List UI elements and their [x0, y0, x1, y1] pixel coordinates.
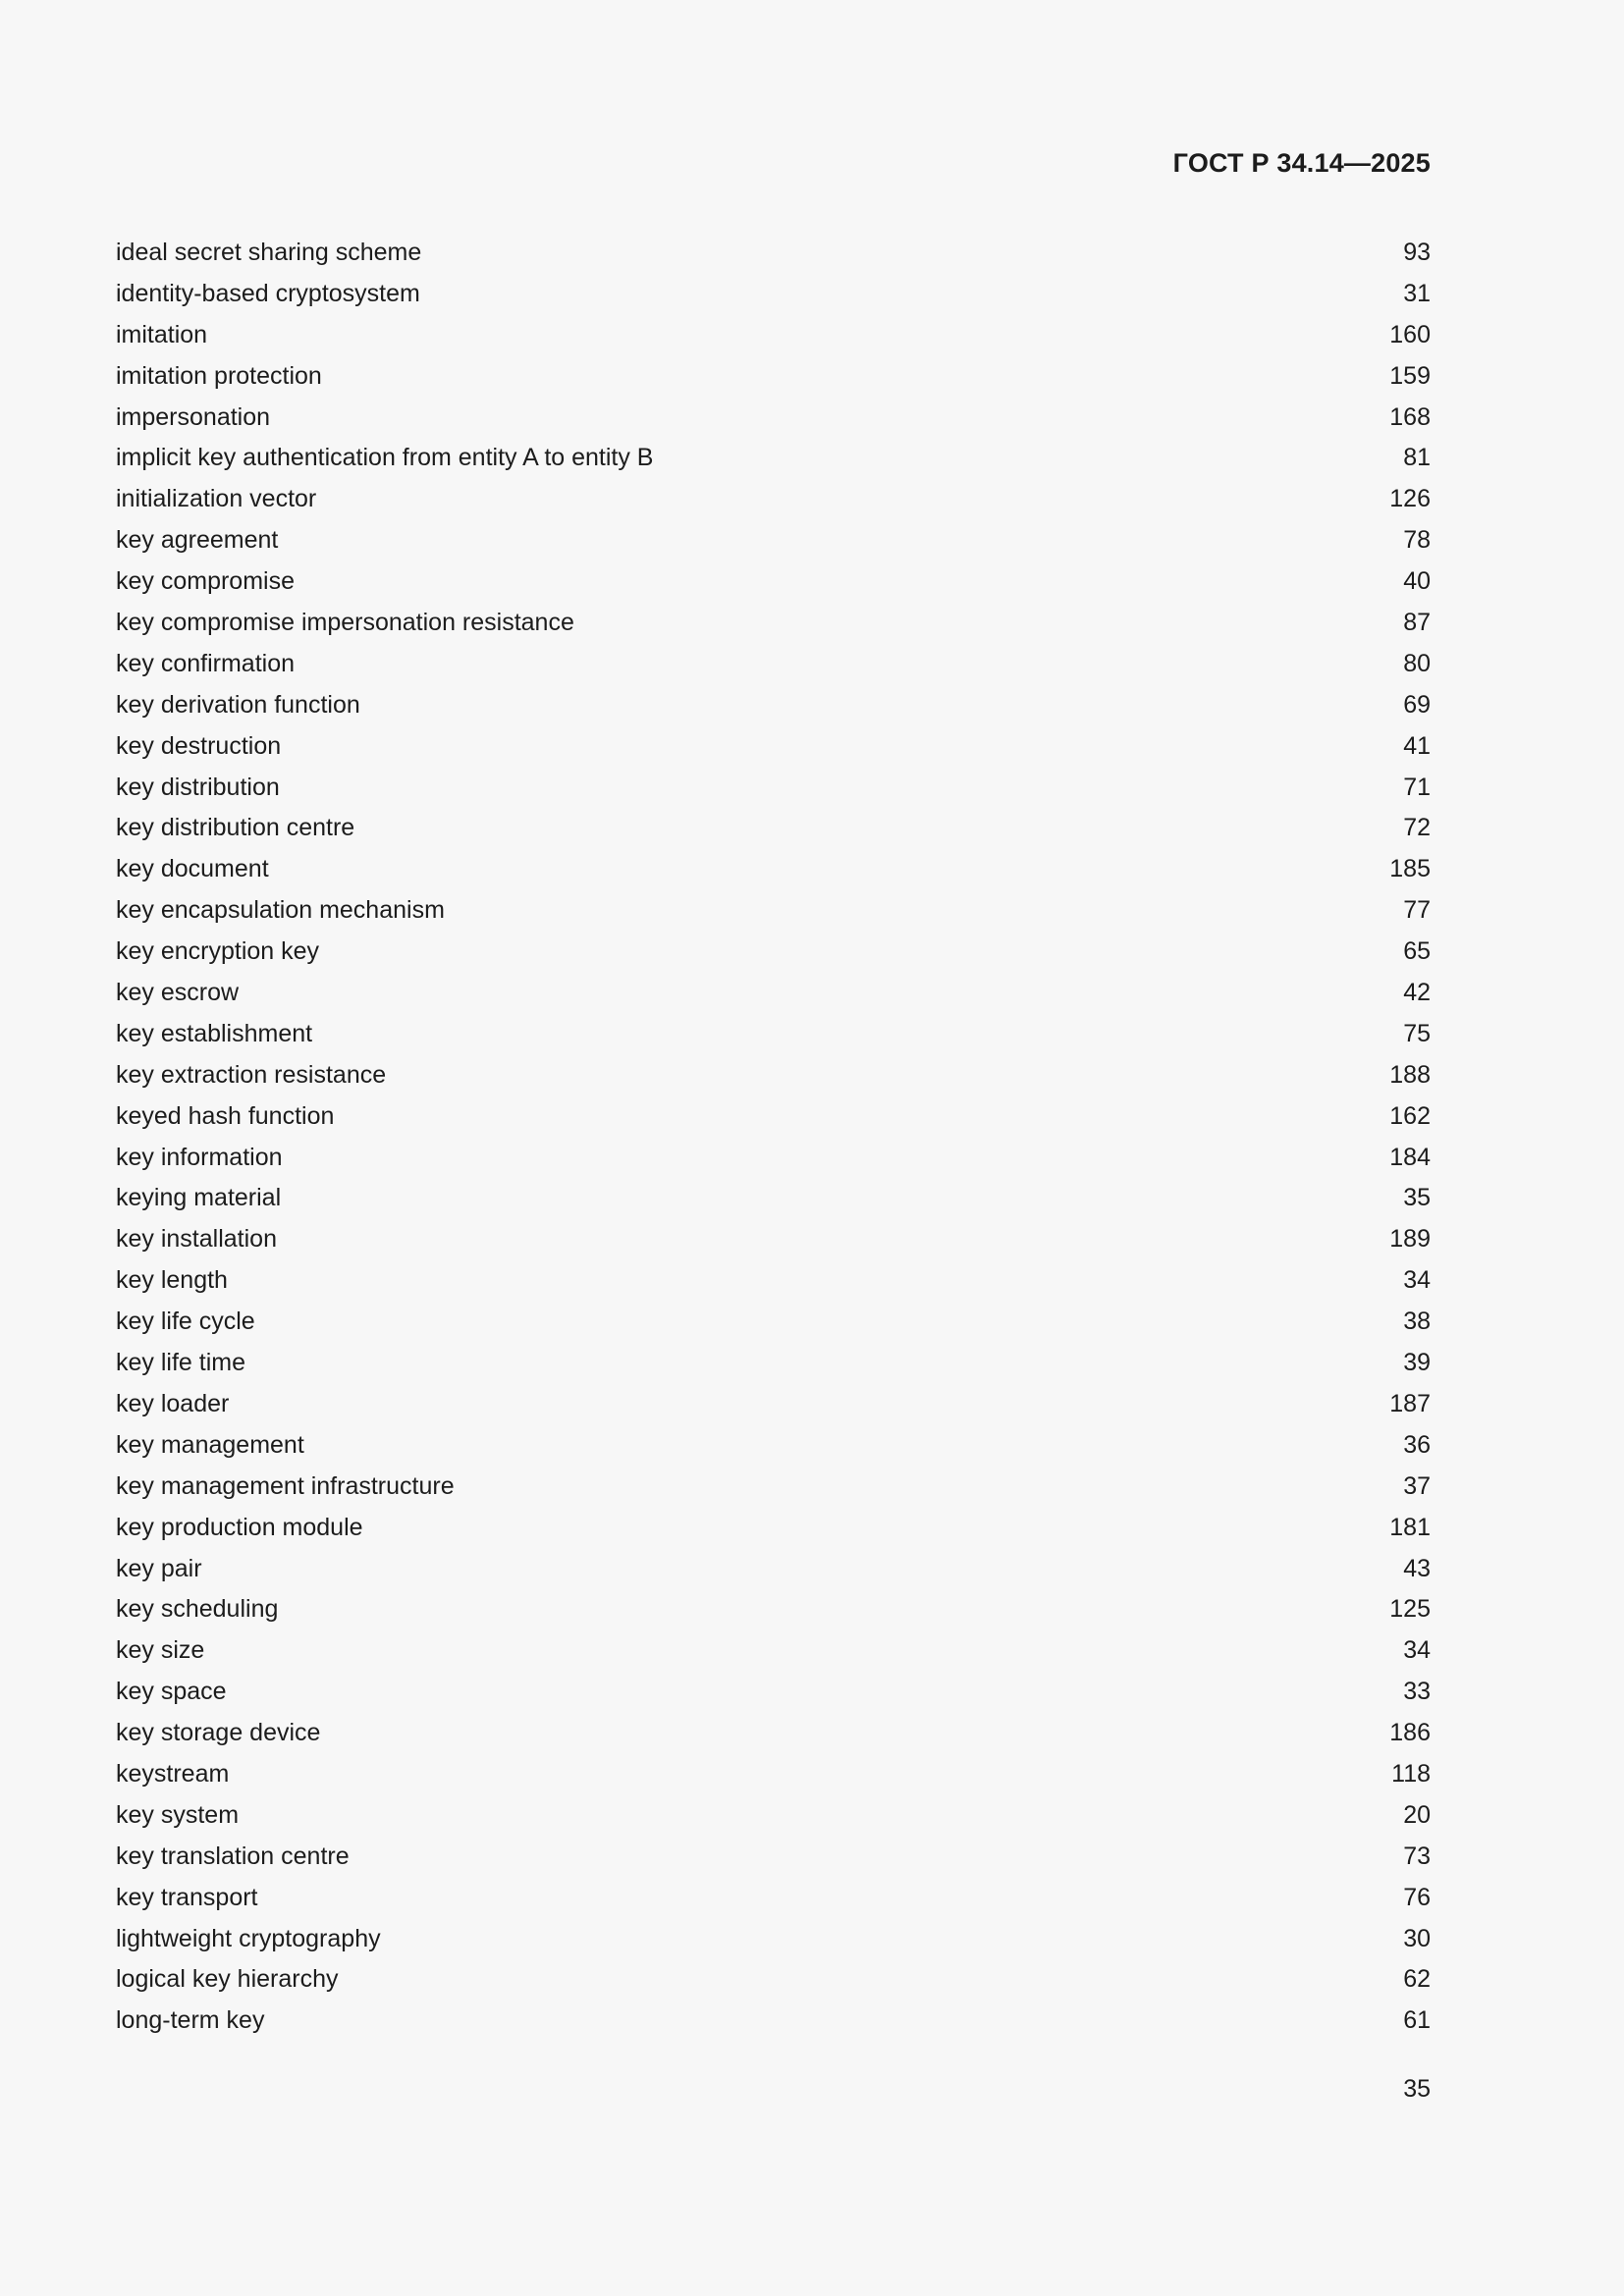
index-row [116, 729, 1431, 771]
index-row [116, 1181, 1431, 1222]
index-term-number: 159 [1389, 361, 1431, 390]
index-row [116, 482, 1431, 523]
index-term: key management infrastructure [116, 1471, 455, 1500]
index-term: long-term key [116, 2006, 265, 2035]
index-row [116, 1099, 1431, 1141]
index-row [116, 1633, 1431, 1675]
index-term-number: 162 [1389, 1101, 1431, 1130]
index-term-number: 43 [1403, 1554, 1431, 1582]
index-term-number: 20 [1403, 1800, 1431, 1829]
index-term: key escrow [116, 979, 240, 1007]
index-row [116, 1017, 1431, 1058]
index-row [116, 236, 1431, 277]
index-term: key translation centre [116, 1842, 350, 1870]
index-term-number: 126 [1389, 485, 1431, 513]
index-row [116, 277, 1431, 318]
index-term-number: 33 [1403, 1678, 1431, 1706]
index-term: key compromise [116, 567, 295, 596]
index-row [116, 1922, 1431, 1963]
index-term: key agreement [116, 526, 279, 555]
index-term-number: 31 [1403, 279, 1431, 307]
index-term-number: 69 [1403, 690, 1431, 719]
index-row [116, 688, 1431, 729]
index-term: key information [116, 1143, 283, 1171]
index-term: implicit key authentication from entity A to entity B [116, 444, 654, 472]
index-term-number: 77 [1403, 896, 1431, 925]
index-term: key management [116, 1430, 304, 1459]
index-term-number: 188 [1389, 1060, 1431, 1089]
index-term: key compromise impersonation resistance [116, 609, 574, 637]
index-term: key length [116, 1266, 228, 1295]
index-term-number: 125 [1389, 1595, 1431, 1624]
index-row [116, 400, 1431, 442]
page-number: 35 [1403, 2075, 1431, 2103]
index-row [116, 523, 1431, 564]
index-row [116, 1675, 1431, 1716]
index-row [116, 1469, 1431, 1511]
index-term: impersonation [116, 402, 271, 431]
index-term: key space [116, 1678, 227, 1706]
index-row [116, 811, 1431, 852]
index-term: initialization vector [116, 485, 317, 513]
index-term-number: 40 [1403, 567, 1431, 596]
index-term-number: 72 [1403, 814, 1431, 842]
index-row [116, 1058, 1431, 1099]
index-row [116, 359, 1431, 400]
index-row [116, 1387, 1431, 1428]
index-term: logical key hierarchy [116, 1965, 339, 1994]
index-row [116, 1962, 1431, 2003]
index-term-number: 35 [1403, 1184, 1431, 1212]
index-row [116, 852, 1431, 893]
index-term-number: 71 [1403, 773, 1431, 801]
index-term-number: 38 [1403, 1308, 1431, 1336]
index-term-number: 81 [1403, 444, 1431, 472]
index-term: identity-based cryptosystem [116, 279, 420, 307]
index-term-number: 93 [1403, 239, 1431, 266]
index-row [116, 976, 1431, 1017]
index-term: key confirmation [116, 649, 296, 677]
standard-code-header: ГОСТ Р 34.14—2025 [1172, 148, 1431, 178]
index-row [116, 441, 1431, 482]
index-term: key life time [116, 1349, 245, 1377]
index-term: key derivation function [116, 690, 360, 719]
index-row [116, 893, 1431, 934]
index-term: imitation protection [116, 361, 322, 390]
index-row [116, 2003, 1431, 2045]
term-index-list [116, 236, 1431, 2045]
index-row [116, 564, 1431, 606]
index-term: key installation [116, 1225, 277, 1254]
index-term-number: 76 [1403, 1883, 1431, 1911]
index-term: key loader [116, 1389, 230, 1417]
index-term-number: 168 [1389, 402, 1431, 431]
index-row [116, 318, 1431, 359]
index-row [116, 1511, 1431, 1552]
index-term-number: 34 [1403, 1636, 1431, 1665]
index-term: ideal secret sharing scheme [116, 239, 422, 266]
index-term-number: 30 [1403, 1924, 1431, 1952]
index-row [116, 1716, 1431, 1757]
index-term-number: 73 [1403, 1842, 1431, 1870]
index-term: key document [116, 855, 269, 883]
index-term-number: 75 [1403, 1019, 1431, 1047]
index-term-number: 34 [1403, 1266, 1431, 1295]
index-term: key transport [116, 1883, 258, 1911]
index-term: key encryption key [116, 937, 320, 966]
index-term-number: 189 [1389, 1225, 1431, 1254]
index-term-number: 187 [1389, 1389, 1431, 1417]
index-term: key establishment [116, 1019, 313, 1047]
index-term: key extraction resistance [116, 1060, 387, 1089]
index-term: key distribution [116, 773, 280, 801]
index-row [116, 771, 1431, 812]
index-term-number: 61 [1403, 2006, 1431, 2035]
index-row [116, 1305, 1431, 1346]
index-term-number: 80 [1403, 649, 1431, 677]
index-term: keyed hash function [116, 1101, 335, 1130]
index-term-number: 36 [1403, 1430, 1431, 1459]
index-row [116, 1881, 1431, 1922]
index-row [116, 1141, 1431, 1182]
index-term: imitation [116, 320, 208, 348]
index-term-number: 160 [1389, 320, 1431, 348]
index-term: keying material [116, 1184, 282, 1212]
index-term-number: 39 [1403, 1349, 1431, 1377]
index-term: keystream [116, 1759, 230, 1788]
index-term: key encapsulation mechanism [116, 896, 445, 925]
index-term: key pair [116, 1554, 202, 1582]
index-row [116, 1552, 1431, 1593]
index-term-number: 87 [1403, 609, 1431, 637]
index-term: key distribution centre [116, 814, 355, 842]
index-row [116, 1592, 1431, 1633]
index-term-number: 118 [1391, 1759, 1431, 1788]
index-term: key life cycle [116, 1308, 255, 1336]
index-row [116, 606, 1431, 647]
index-term: key size [116, 1636, 205, 1665]
index-term-number: 186 [1389, 1719, 1431, 1747]
index-row [116, 1798, 1431, 1840]
index-row [116, 1222, 1431, 1263]
index-term-number: 37 [1403, 1471, 1431, 1500]
index-term: key production module [116, 1513, 363, 1541]
index-term: key destruction [116, 731, 282, 760]
index-term-number: 181 [1389, 1513, 1431, 1541]
index-row [116, 1263, 1431, 1305]
index-term-number: 184 [1389, 1143, 1431, 1171]
index-term: key system [116, 1800, 240, 1829]
index-term-number: 42 [1403, 979, 1431, 1007]
index-term-number: 78 [1403, 526, 1431, 555]
index-term-number: 41 [1403, 731, 1431, 760]
index-row [116, 1346, 1431, 1387]
index-term: key storage device [116, 1719, 321, 1747]
index-row [116, 934, 1431, 976]
index-row [116, 647, 1431, 688]
index-term-number: 185 [1389, 855, 1431, 883]
index-row [116, 1757, 1431, 1798]
index-term: lightweight cryptography [116, 1924, 381, 1952]
index-term: key scheduling [116, 1595, 279, 1624]
index-term-number: 65 [1403, 937, 1431, 966]
index-row [116, 1840, 1431, 1881]
index-term-number: 62 [1403, 1965, 1431, 1994]
index-row [116, 1428, 1431, 1469]
